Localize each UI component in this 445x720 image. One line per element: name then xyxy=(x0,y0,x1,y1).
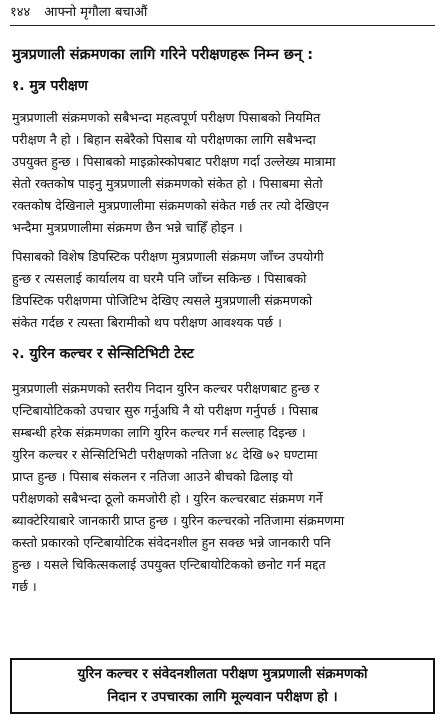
text-line: उपयुक्त हुन्छ । पिसाबको माइक्रोस्कोपबाट परीक्षण गर्दा उल्लेख्य मात्रामा xyxy=(12,154,336,169)
paragraph-urine-test-1 xyxy=(12,107,435,239)
paragraph-urine-culture xyxy=(12,378,435,598)
text-line: रक्तकोष देखिनाले मुत्रप्रणालीमा संक्रमणको संकेत गर्छ तर त्यो देखिएन xyxy=(12,198,329,213)
text-line: संकेत गर्दछ र त्यस्ता बिरामीको थप परीक्षण आवश्यक पर्छ । xyxy=(12,315,282,330)
text-line: डिपस्टिक परीक्षणमा पोजिटिभ देखिए त्यसले मुत्रप्रणाली संक्रमणको xyxy=(12,293,313,308)
text-line: एन्टिबायोटिकको उपचार सुरु गर्नुअघि नै यो परीक्षण गर्नुपर्छ । पिसाब xyxy=(12,403,319,418)
header-rule xyxy=(10,25,435,26)
text-line: ब्याक्टेरियाबारे जानकारी प्राप्त हुन्छ । युरिन कल्चरको नतिजामा संक्रमणमा xyxy=(12,513,345,528)
subheading-urine-culture: २. युरिन कल्चर र सेन्सिटिभिटी टेस्ट xyxy=(12,346,194,362)
text-line: युरिन कल्चर र सेन्सिटिभिटी परीक्षणको नतिजा ४८ देखि ७२ घण्टामा xyxy=(12,447,318,462)
section-title: मुत्रप्रणाली संक्रमणका लागि गरिने परीक्षणहरू निम्न छन् : xyxy=(12,47,313,63)
text-line: परीक्षण नै हो । बिहान सबेरैको पिसाब यो परीक्षणका लागि सबैभन्दा xyxy=(12,132,316,147)
text-line: भन्दैमा मुत्रप्रणालीमा संक्रमण छैन भन्ने चाहिँ होइन । xyxy=(12,220,243,235)
book-title: आफ्नो मृगौला बचाऔं xyxy=(44,5,148,20)
text-line: गर्छ । xyxy=(12,579,37,594)
page-number: १४४ xyxy=(10,5,31,20)
text-line: प्राप्त हुन्छ । पिसाब संकलन र नतिजा आउने बीचको ढिलाइ यो xyxy=(12,469,293,484)
key-point-line: युरिन कल्चर र संवेदनशीलता परीक्षण मुत्रप्रणाली संक्रमणको xyxy=(77,666,368,682)
running-header xyxy=(10,4,435,22)
paragraph-urine-test-2 xyxy=(12,246,435,334)
key-point-line: निदान र उपचारका लागि मूल्यवान परीक्षण हो । xyxy=(107,689,338,705)
text-line: पिसाबको विशेष डिपस्टिक परीक्षण मुत्रप्रणाली संक्रमण जाँच्न उपयोगी xyxy=(12,249,324,264)
text-line: कस्तो प्रकारको एन्टिबायोटिक संवेदनशील हुन सक्छ भन्ने जानकारी पनि xyxy=(12,535,331,550)
text-line: सम्बन्धी हरेक संक्रमणका लागि युरिन कल्चर गर्न सल्लाह दिइन्छ । xyxy=(12,425,306,440)
text-line: हुन्छ । यसले चिकित्सकलाई उपयुक्त एन्टिबायोटिकको छनोट गर्न मद्दत xyxy=(12,557,326,572)
subheading-urine-test: १. मुत्र परीक्षण xyxy=(12,78,88,94)
text-line: हुन्छ र त्यसलाई कार्यालय वा घरमै पनि जाँच्न सकिन्छ । पिसाबको xyxy=(12,271,307,286)
text-line: मुत्रप्रणाली संक्रमणको स्तरीय निदान युरिन कल्चर परीक्षणबाट हुन्छ र xyxy=(12,381,320,396)
key-point-box xyxy=(10,658,435,714)
text-line: मुत्रप्रणाली संक्रमणको सबैभन्दा महत्वपूर्ण परीक्षण पिसाबको नियमित xyxy=(12,110,321,125)
text-line: परीक्षणको सबैभन्दा ठूलो कमजोरी हो । युरिन कल्चरबाट संक्रमण गर्ने xyxy=(12,491,323,506)
text-line: सेतो रक्तकोष पाइनु मुत्रप्रणाली संक्रमणको संकेत हो । पिसाबमा सेतो xyxy=(12,176,323,191)
